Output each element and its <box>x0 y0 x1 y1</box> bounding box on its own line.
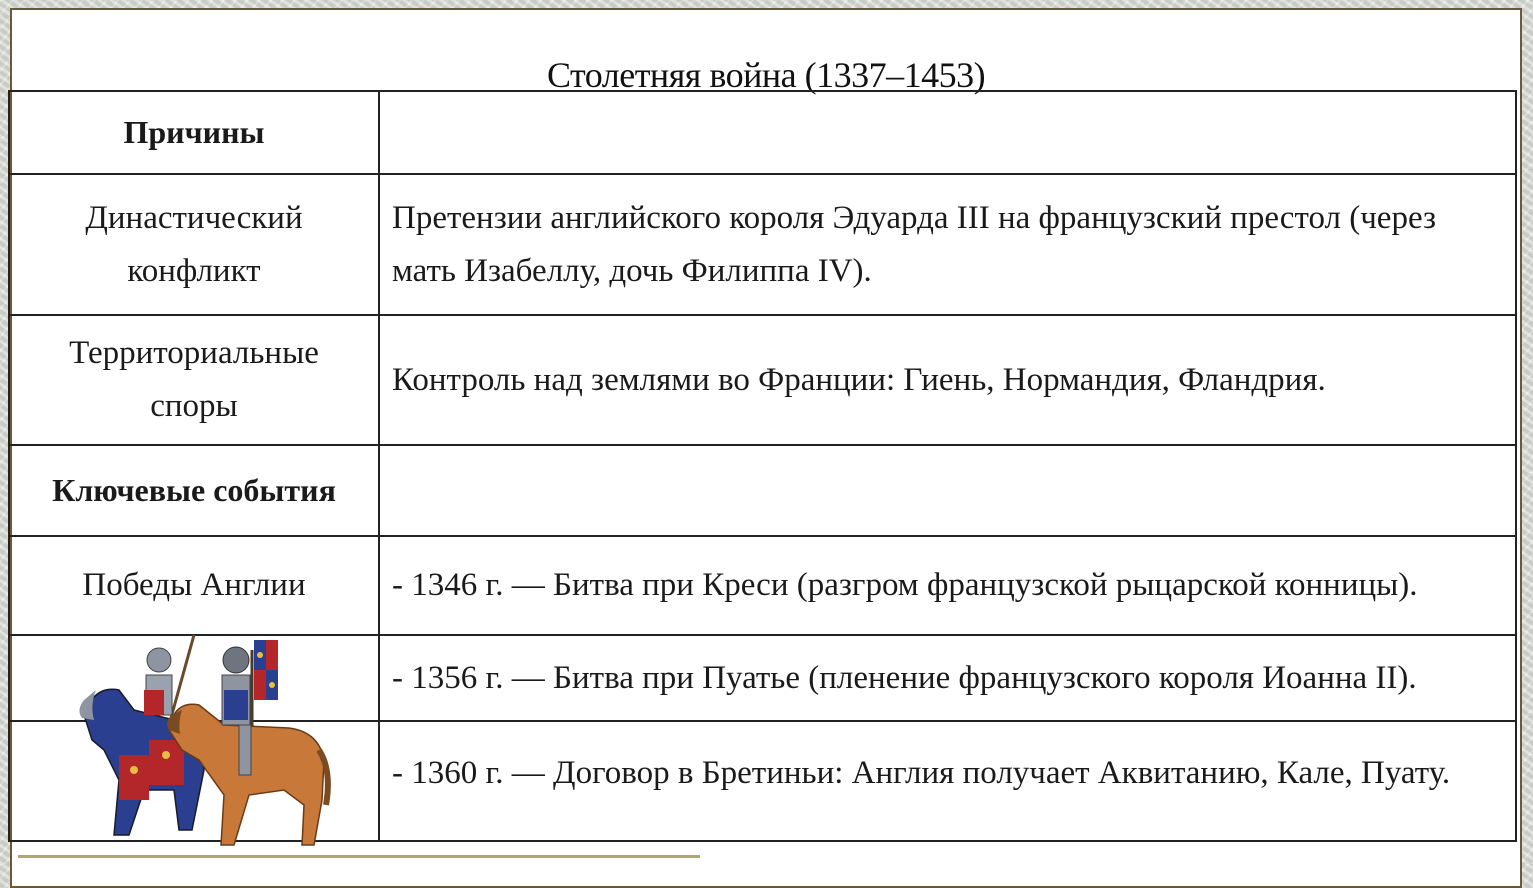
empty-cell <box>379 445 1516 536</box>
events-header: Ключевые события <box>9 445 379 536</box>
empty-cell <box>379 91 1516 174</box>
page-title: Столетняя война (1337–1453) <box>546 55 986 95</box>
dynastic-label: Династический конфликт <box>9 174 379 315</box>
table-row-events-header <box>9 445 1516 536</box>
event-1360: - 1360 г. — Договор в Бретиньи: Англия получает Аквитанию, Кале, Пуату. <box>379 721 1516 841</box>
table-row-dynastic <box>9 174 1516 315</box>
table-row-causes-header <box>9 91 1516 174</box>
event-1346: - 1346 г. — Битва при Креси (разгром французской рыцарской конницы). <box>379 536 1516 635</box>
table-row-victories <box>9 536 1516 635</box>
mounted-knights-illustration <box>74 630 334 860</box>
dynastic-text: Претензии английского короля Эдуарда III на французский престол (через мать Изабеллу, дочь Филиппа IV). <box>379 174 1516 315</box>
territorial-text: Контроль над землями во Франции: Гиень, Нормандия, Фландрия. <box>379 315 1516 445</box>
territorial-label: Территориальные споры <box>9 315 379 445</box>
victories-label: Победы Англии <box>9 536 379 635</box>
causes-header: Причины <box>9 91 379 174</box>
event-1356: - 1356 г. — Битва при Пуатье (пленение французского короля Иоанна II). <box>379 635 1516 721</box>
table-row-territorial <box>9 315 1516 445</box>
